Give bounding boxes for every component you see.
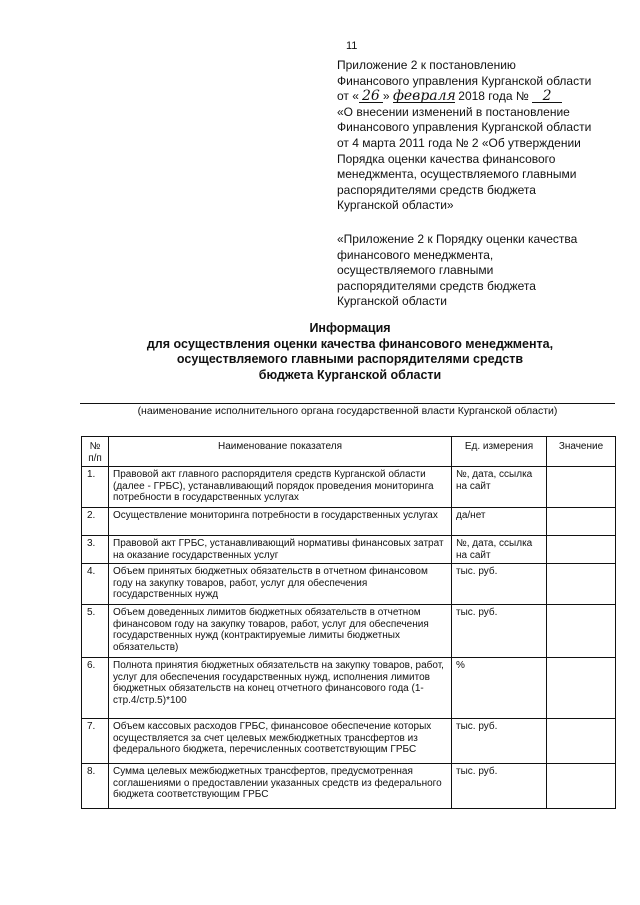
indicators-table — [81, 436, 616, 809]
date-year: 2018 года № — [454, 89, 533, 104]
appendix-line: распорядителями средств бюджета — [337, 182, 536, 197]
row-value — [547, 764, 616, 809]
handwritten-month: февраля — [392, 88, 456, 105]
row-number: 3. — [82, 536, 109, 564]
appendix-date-line — [337, 89, 637, 105]
row-unit: тыс. руб. — [452, 719, 547, 764]
document-title — [80, 321, 620, 383]
row-unit: да/нет — [452, 508, 547, 536]
appendix-sub-line: Курганской области — [337, 294, 447, 309]
appendix-line: Финансового управления Курганской области — [337, 120, 592, 135]
row-unit: тыс. руб. — [452, 605, 547, 658]
appendix-header — [337, 58, 637, 310]
table-row — [82, 467, 616, 508]
org-name-caption: (наименование исполнительного органа государственной власти Курганской области) — [137, 405, 558, 417]
row-value — [547, 508, 616, 536]
row-indicator-name: Объем доведенных лимитов бюджетных обязательств в отчетном финансовом году на закупку товаров, работ, услуг для обеспечения государственных нужд (контрактируемые лимиты бюджетных обязательств) — [109, 605, 452, 658]
row-indicator-name: Сумма целевых межбюджетных трансфертов, предусмотренная соглашениями о предоставлении указанных средств из федерального бюджета соответствующим ГРБС — [109, 764, 452, 809]
table-row — [82, 508, 616, 536]
row-number: 8. — [82, 764, 109, 809]
table-row — [82, 658, 616, 719]
row-unit: №, дата, ссылка на сайт — [452, 467, 547, 508]
row-value — [547, 719, 616, 764]
row-unit: тыс. руб. — [452, 764, 547, 809]
row-number: 6. — [82, 658, 109, 719]
appendix-line: «О внесении изменений в постановление — [337, 104, 570, 119]
table-row — [82, 605, 616, 658]
title-line: бюджета Курганской области — [258, 367, 442, 382]
appendix-sub-line: финансового менеджмента, — [337, 247, 494, 262]
title-line: Информация — [309, 321, 391, 335]
header-num: № п/п — [82, 437, 109, 467]
row-value — [547, 564, 616, 605]
row-number: 4. — [82, 564, 109, 605]
spacer — [337, 214, 637, 232]
row-indicator-name: Правовой акт главного распорядителя средств Курганской области (далее - ГРБС), устанавливающий порядок проведения мониторинга потребности в государственных услугах — [109, 467, 452, 508]
row-number: 7. — [82, 719, 109, 764]
appendix-line: Приложение 2 к постановлению — [337, 58, 516, 72]
row-number: 2. — [82, 508, 109, 536]
row-unit: №, дата, ссылка на сайт — [452, 536, 547, 564]
row-indicator-name: Полнота принятия бюджетных обязательств на закупку товаров, работ, услуг для обеспечения государственных нужд, исполнения лимитов бюджетных обязательств на конец отчетного финансового года (1-стр.4/стр.5)*100 — [109, 658, 452, 719]
date-prefix: от « — [337, 89, 359, 104]
row-value — [547, 467, 616, 508]
table-row — [82, 764, 616, 809]
title-line: осуществляемого главными распорядителями средств — [176, 352, 524, 366]
table-row — [82, 564, 616, 605]
row-value — [547, 536, 616, 564]
date-separator: » — [382, 89, 393, 104]
row-indicator-name: Осуществление мониторинга потребности в государственных услугах — [109, 508, 452, 536]
row-value — [547, 658, 616, 719]
appendix-line: от 4 марта 2011 года № 2 «Об утверждении — [337, 135, 581, 150]
appendix-sub-line: осуществляемого главными — [337, 263, 494, 278]
row-unit: тыс. руб. — [452, 564, 547, 605]
row-indicator-name: Объем принятых бюджетных обязательств в отчетном финансовом году на закупку товаров, работ, услуг для обеспечения государственных нужд — [109, 564, 452, 605]
row-unit: % — [452, 658, 547, 719]
row-indicator-name: Объем кассовых расходов ГРБС, финансовое обеспечение которых осуществляется за счет целевых межбюджетных трансфертов из федерального бюджета, перечисленных соответствующим ГРБС — [109, 719, 452, 764]
header-value: Значение — [547, 437, 616, 467]
handwritten-day: 26 — [359, 90, 383, 103]
title-line: для осуществления оценки качества финансового менеджмента, — [146, 336, 554, 351]
appendix-sub-line: «Приложение 2 к Порядку оценки качества — [337, 231, 578, 246]
appendix-line: Курганской области» — [337, 198, 454, 213]
header-name: Наименование показателя — [109, 437, 452, 467]
table-row — [82, 719, 616, 764]
appendix-line: Финансового управления Курганской области — [337, 73, 592, 88]
appendix-line: менеджмента, осуществляемого главными — [337, 167, 577, 182]
appendix-sub-line: распорядителями средств бюджета — [337, 278, 536, 293]
row-value — [547, 605, 616, 658]
table-header-row — [82, 437, 616, 467]
page-number: 11 — [346, 40, 358, 52]
table-row — [82, 536, 616, 564]
appendix-line: Порядка оценки качества финансового — [337, 151, 556, 166]
handwritten-number: 2 — [532, 90, 562, 103]
header-unit: Ед. измерения — [452, 437, 547, 467]
org-name-underline — [80, 403, 615, 404]
row-number: 5. — [82, 605, 109, 658]
row-number: 1. — [82, 467, 109, 508]
row-indicator-name: Правовой акт ГРБС, устанавливающий нормативы финансовых затрат на оказание государственных услуг — [109, 536, 452, 564]
